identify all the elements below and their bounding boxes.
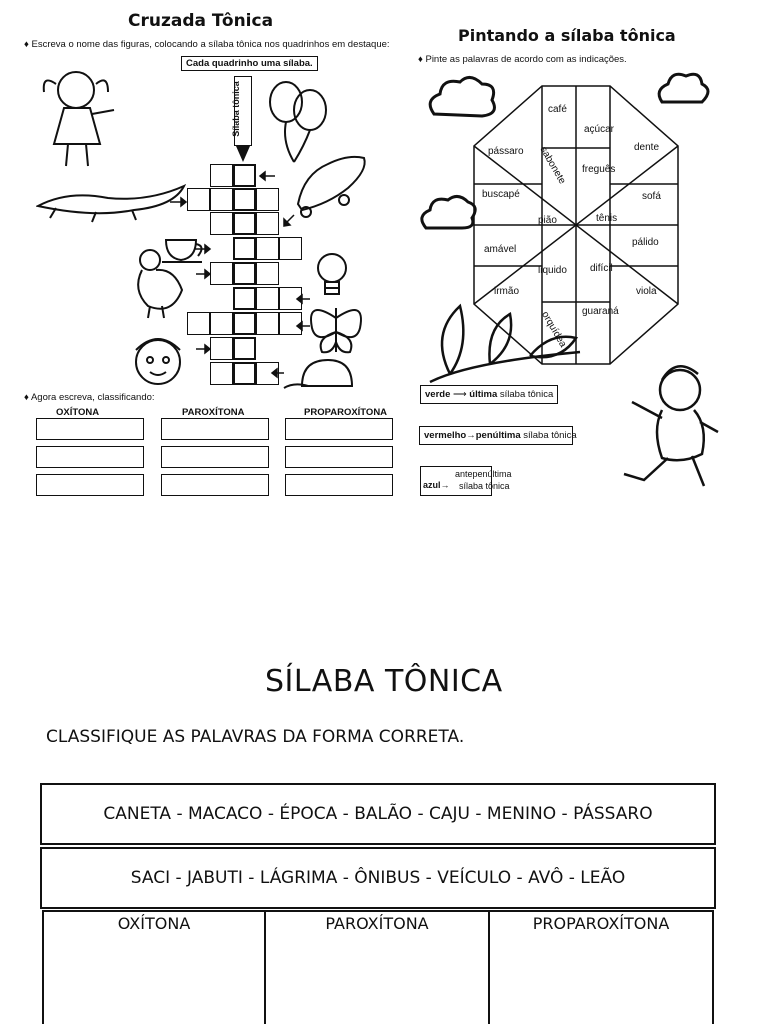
legend-vermelho-word: vermelho xyxy=(424,430,467,441)
arrow-right-icon: → xyxy=(440,480,450,490)
word-viola: viola xyxy=(636,286,657,297)
col-paroxitona: PAROXÍTONA xyxy=(182,407,245,418)
classify-instruction: ♦ Agora escreva, classificando: xyxy=(24,392,155,403)
crocodile-icon xyxy=(36,182,186,224)
answer-box-oxitona-1[interactable] xyxy=(36,418,144,440)
column-header-paroxitona: PAROXÍTONA xyxy=(325,914,429,933)
answer-box-proparoxitona-3[interactable] xyxy=(285,474,393,496)
answer-box-oxitona-2[interactable] xyxy=(36,446,144,468)
arrow-right-icon: ⟶ xyxy=(453,389,470,400)
child-running-icon xyxy=(592,352,732,494)
answer-box-oxitona-3[interactable] xyxy=(36,474,144,496)
word-bank-line-1: CANETA - MACACO - ÉPOCA - BALÃO - CAJU - MENINO - PÁSSARO xyxy=(103,804,653,824)
left-title: Cruzada Tônica xyxy=(128,11,274,31)
word-fregues: freguês xyxy=(582,164,616,175)
right-title: Pintando a sílaba tônica xyxy=(458,26,676,45)
doctor-icon xyxy=(128,328,188,390)
cap-icon xyxy=(282,358,356,396)
word-sofa: sofá xyxy=(642,191,661,202)
legend-vermelho-rule-bold: penúltima xyxy=(475,430,521,441)
word-bank-line-2: SACI - JABUTI - LÁGRIMA - ÔNIBUS - VEÍCULO - AVÔ - LEÃO xyxy=(130,868,626,888)
legend-azul xyxy=(420,466,512,496)
word-amavel: amável xyxy=(484,244,517,255)
legend-azul-rule-1: antepenúltima xyxy=(455,469,512,479)
legend-vermelho-rule: sílaba tônica xyxy=(523,430,577,441)
word-irmao: irmão xyxy=(494,286,520,297)
plant-icon xyxy=(420,298,590,388)
word-buscape: buscapé xyxy=(482,189,520,200)
box-note: Cada quadrinho uma sílaba. xyxy=(181,56,318,71)
legend-verde-word: verde xyxy=(425,389,451,400)
cloud-icon xyxy=(418,190,478,236)
word-sabonete: sabonete xyxy=(537,144,568,187)
legend-verde-rule: sílaba tônica xyxy=(499,389,554,400)
bottom-title: SÍLABA TÔNICA xyxy=(265,664,503,699)
legend-azul-word: azul xyxy=(423,480,441,490)
right-instruction: ♦ Pinte as palavras de acordo com as indicações. xyxy=(418,54,627,65)
bottom-subtitle: CLASSIFIQUE AS PALAVRAS DA FORMA CORRETA. xyxy=(46,727,465,747)
word-guarana: guaraná xyxy=(582,306,619,317)
skate-icon xyxy=(292,144,370,220)
rooster-icon xyxy=(128,244,190,320)
answer-column-proparoxitona[interactable] xyxy=(488,910,714,1024)
legend-verde-rule-bold: última xyxy=(469,389,498,400)
answer-column-oxitona[interactable] xyxy=(42,910,266,1024)
legend-azul-rule-2: sílaba tônica xyxy=(459,481,510,491)
word-acucar: açúcar xyxy=(584,124,615,135)
column-header-oxitona: OXÍTONA xyxy=(117,914,191,933)
legend-verde xyxy=(420,385,558,404)
column-header-proparoxitona: PROPAROXÍTONA xyxy=(532,914,670,933)
word-passaro: pássaro xyxy=(488,146,524,157)
col-oxitona: OXÍTONA xyxy=(56,407,100,418)
word-cafe: café xyxy=(548,104,567,115)
word-tenis: tênis xyxy=(596,213,618,224)
answer-box-proparoxitona-1[interactable] xyxy=(285,418,393,440)
legend-vermelho xyxy=(419,426,577,445)
word-dente: dente xyxy=(634,142,660,153)
answer-box-paroxitona-2[interactable] xyxy=(161,446,269,468)
arrow-right-icon: → xyxy=(466,430,476,441)
left-instruction: ♦ Escreva o nome das figuras, colocando a sílaba tônica nos quadrinhos em destaque: xyxy=(24,39,390,50)
word-liquido: liquido xyxy=(538,265,567,276)
word-piao: pião xyxy=(538,215,557,226)
answer-box-paroxitona-1[interactable] xyxy=(161,418,269,440)
word-dificil: difícil xyxy=(590,263,613,274)
butterfly-icon xyxy=(308,298,366,358)
word-bank-row-1 xyxy=(40,783,716,845)
answer-box-paroxitona-3[interactable] xyxy=(161,474,269,496)
tonic-label: Sílaba tônica xyxy=(230,81,241,137)
word-bank-row-2 xyxy=(40,847,716,909)
answer-box-proparoxitona-2[interactable] xyxy=(285,446,393,468)
word-orquidea: orquídea xyxy=(539,309,569,350)
word-palido: pálido xyxy=(632,237,659,248)
col-proparoxitona: PROPAROXÍTONA xyxy=(304,407,388,418)
girl-icon xyxy=(36,62,136,174)
answer-column-paroxitona[interactable] xyxy=(264,910,490,1024)
